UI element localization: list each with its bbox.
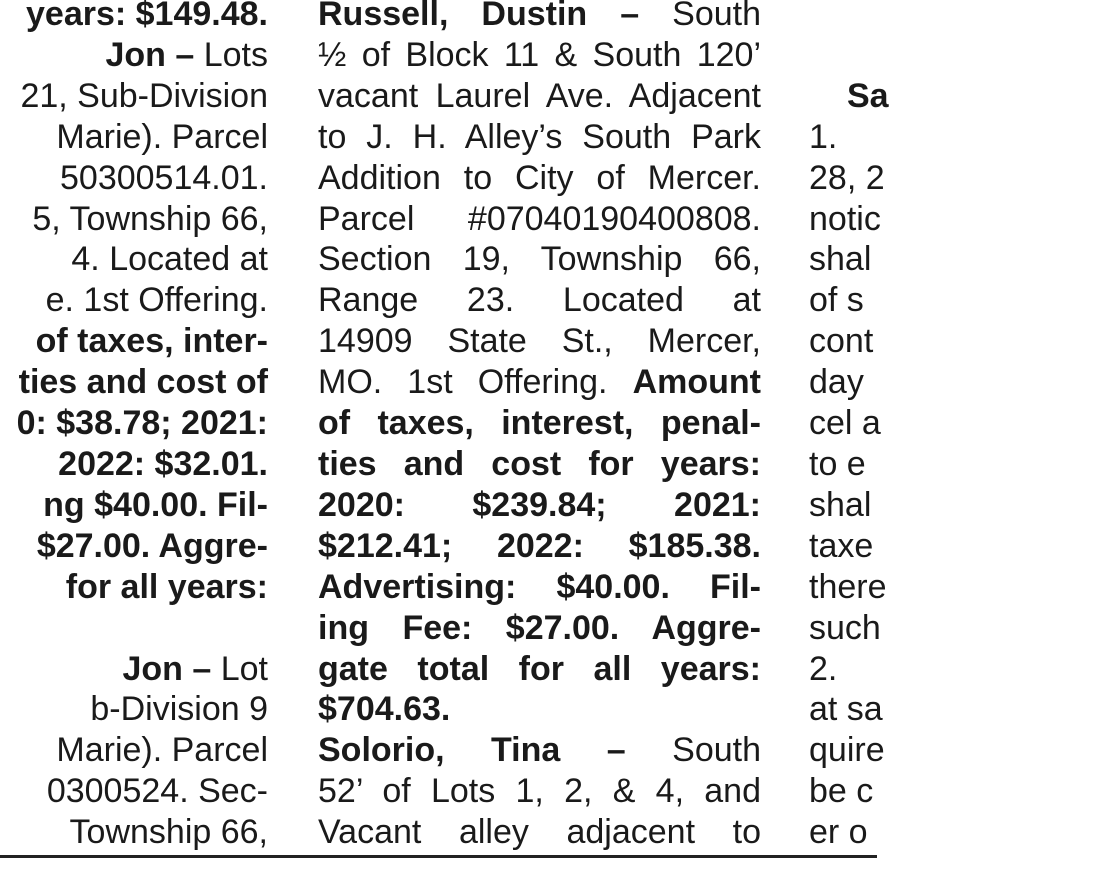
text-line: for all years: (65, 567, 268, 606)
text-run: to J. H. Alley’s South Park (318, 117, 761, 156)
text-line (318, 280, 761, 321)
text-run: Amount (632, 363, 761, 402)
text-line: 1. (809, 117, 838, 156)
text-line: shal (809, 240, 872, 279)
text-line (318, 0, 761, 35)
text-line (318, 485, 761, 526)
text-run: vacant Laurel Ave. Adjacent (318, 76, 761, 115)
text-run: South (672, 731, 761, 770)
text-run: Jon – (105, 35, 204, 74)
text-line: of taxes, inter- (35, 322, 268, 361)
text-line (318, 117, 761, 158)
text-line: 2. (809, 649, 838, 688)
text-line: cont (809, 322, 874, 361)
text-line: shal (809, 485, 872, 524)
text-run: Advertising: $40.00. Fil- (318, 567, 761, 606)
text-line: be c (809, 772, 874, 811)
text-line (318, 567, 761, 608)
text-line (318, 608, 761, 649)
text-run: Range 23. Located at (318, 281, 761, 320)
text-line: notic (809, 199, 881, 238)
text-line (318, 526, 761, 567)
text-run: ing Fee: $27.00. Aggre- (318, 608, 761, 647)
text-run: Section 19, Township 66, (318, 240, 761, 279)
text-line: $27.00. Aggre- (36, 526, 268, 565)
text-line: ng $40.00. Fil- (43, 485, 268, 524)
text-line (318, 321, 761, 362)
text-line: at sa (809, 690, 883, 729)
text-line: er o (809, 813, 868, 852)
text-line: ties and cost of (18, 363, 268, 402)
text-run: Lot (220, 649, 268, 688)
text-line: b-Division 9 (90, 690, 268, 729)
text-run: Jon – (122, 649, 221, 688)
text-line: such (809, 608, 881, 647)
text-run: MO. 1st Offering. (318, 363, 633, 402)
text-run: Lots (203, 35, 268, 74)
text-line (318, 812, 761, 853)
text-line: 2022: $32.01. (58, 444, 268, 483)
bottom-rule (0, 855, 877, 858)
text-line (318, 199, 761, 240)
text-line (318, 362, 761, 403)
text-line (318, 158, 761, 199)
text-line: taxe (809, 526, 874, 565)
text-line: 0: $38.78; 2021: (16, 404, 268, 443)
text-line (0, 649, 268, 690)
text-line: 28, 2 (809, 158, 885, 197)
text-line: cel a (809, 404, 881, 443)
text-line (318, 730, 761, 771)
text-line (318, 239, 761, 280)
text-run: ties and cost for years: (318, 444, 761, 483)
text-run: Solorio, Tina – (318, 731, 673, 770)
column-middle (318, 0, 761, 853)
text-run: gate total for all years: (318, 649, 761, 688)
text-run: Parcel #07040190400808. (318, 199, 761, 238)
text-line: Sa (847, 76, 889, 115)
text-run: South (672, 0, 761, 33)
text-line: 50300514.01. (60, 158, 268, 197)
text-line: Marie). Parcel (56, 731, 268, 770)
text-line: 0300524. Sec- (46, 772, 268, 811)
text-line: to e (809, 444, 866, 483)
text-line: there (809, 567, 887, 606)
text-line: 4. Located at (71, 240, 268, 279)
text-run: 52’ of Lots 1, 2, & 4, and (318, 772, 761, 811)
text-line (318, 76, 761, 117)
column-right (809, 0, 1109, 853)
text-line (318, 444, 761, 485)
text-run: Addition to City of Mercer. (318, 158, 761, 197)
text-line (318, 649, 761, 690)
text-run: Vacant alley adjacent to (318, 813, 761, 852)
text-run: $704.63. (318, 690, 451, 729)
text-line (318, 689, 761, 730)
text-line (0, 608, 268, 649)
text-line (318, 771, 761, 812)
text-line (809, 0, 1109, 35)
text-run: ½ of Block 11 & South 120’ (318, 35, 761, 74)
text-line: 21, Sub-Division (20, 76, 268, 115)
text-line: 5, Township 66, (32, 199, 268, 238)
text-line (318, 35, 761, 76)
text-line: day (809, 363, 864, 402)
text-run: $212.41; 2022: $185.38. (318, 526, 761, 565)
text-run: 14909 State St., Mercer, (318, 322, 761, 361)
text-line: quire (809, 731, 885, 770)
text-run: Russell, Dustin – (318, 0, 673, 33)
text-line (0, 35, 268, 76)
text-run: of taxes, interest, penal- (318, 404, 761, 443)
text-line (318, 403, 761, 444)
text-line: years: $149.48. (26, 0, 268, 33)
text-line: of s (809, 281, 864, 320)
text-line: Township 66, (69, 813, 268, 852)
text-line: e. 1st Offering. (45, 281, 268, 320)
column-left (0, 0, 268, 853)
text-line: Marie). Parcel (56, 117, 268, 156)
text-line (809, 35, 1109, 76)
text-run: 2020: $239.84; 2021: (318, 485, 761, 524)
